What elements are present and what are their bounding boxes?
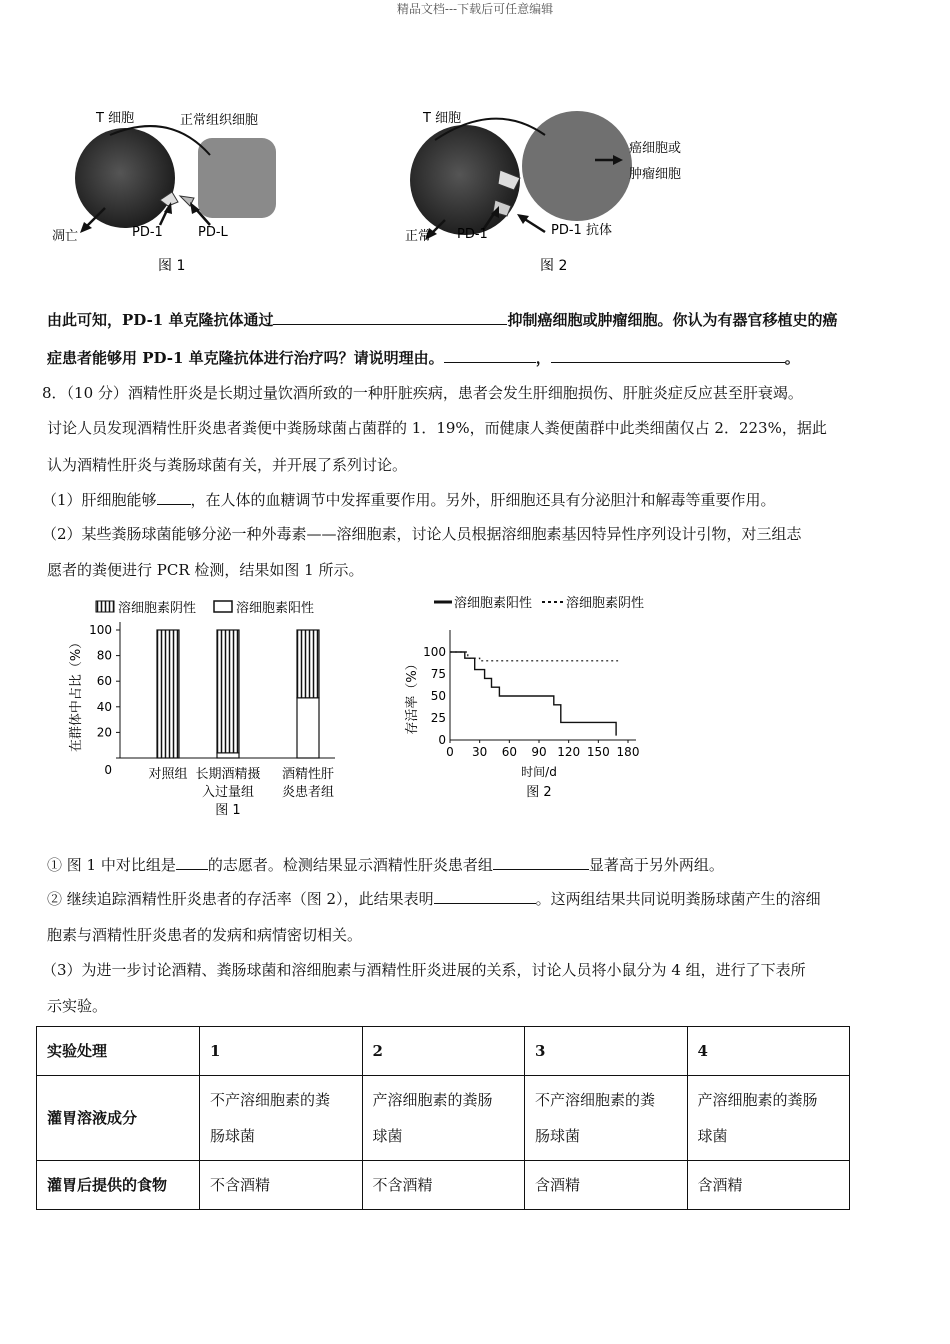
y-tick-label: 0 bbox=[104, 763, 112, 777]
survival-chart-figure-2 bbox=[400, 590, 660, 815]
table-cell-line: 球菌 bbox=[697, 1127, 728, 1145]
sub-question-3-line-1: （3）为进一步讨论酒精、粪肠球菌和溶细胞素与酒精性肝炎进展的关系，讨论人员将小鼠分为 4 组，进行了下表所 bbox=[42, 961, 806, 979]
table-cell-line: 不产溶细胞素的粪 bbox=[210, 1091, 331, 1109]
table-cell-line: 1 bbox=[210, 1042, 221, 1060]
table-cell-line: 不含酒精 bbox=[210, 1176, 271, 1194]
bar-negative bbox=[297, 630, 319, 698]
y-tick-label: 100 bbox=[423, 645, 446, 659]
x-tick-label: 60 bbox=[501, 745, 517, 759]
table-cell-line: 肠球菌 bbox=[535, 1127, 581, 1145]
pd1-figure-2 bbox=[395, 100, 715, 280]
x-category-label: 长期酒精摄 bbox=[195, 767, 261, 782]
table-cell-line: 球菌 bbox=[372, 1127, 403, 1145]
legend-label-positive: 溶细胞素阳性 bbox=[236, 601, 315, 616]
x-tick-label: 30 bbox=[472, 745, 488, 759]
table-cell bbox=[525, 1027, 688, 1076]
y-tick-label: 50 bbox=[430, 689, 446, 703]
question-8-line-2: 讨论人员发现酒精性肝炎患者粪便中粪肠球菌占菌群的 1．19%，而健康人粪便菌群中此类细菌仅占 2．223%，据此 bbox=[47, 419, 827, 437]
fig2-caption: 图 2 bbox=[540, 258, 568, 274]
x-tick-label: 120 bbox=[557, 745, 581, 759]
table-cell-line: 3 bbox=[535, 1042, 546, 1060]
table-cell bbox=[200, 1161, 363, 1210]
legend-swatch-negative bbox=[96, 601, 114, 612]
fig1-normal-cell-label: 正常组织细胞 bbox=[180, 113, 259, 128]
answer-blank[interactable] bbox=[157, 490, 191, 505]
legend-label-positive: 溶细胞素阳性 bbox=[454, 596, 533, 611]
bar-negative bbox=[157, 630, 179, 758]
y-axis-label: 在群体中占比（%） bbox=[69, 635, 84, 753]
answer-blank[interactable] bbox=[176, 855, 208, 870]
fig1-caption: 图 1 bbox=[158, 258, 186, 274]
table-cell bbox=[687, 1027, 850, 1076]
fig2-t-cell-label: T 细胞 bbox=[423, 111, 462, 126]
x-category-label: 对照组 bbox=[148, 767, 188, 782]
sub-question-2-line-1: （2）某些粪肠球菌能够分泌一种外毒素——溶细胞素，讨论人员根据溶细胞素基因特异性序列设计引物，对三组志 bbox=[42, 525, 802, 543]
comment-2-line-2: 胞素与酒精性肝炎患者的发病和病情密切相关。 bbox=[47, 926, 363, 944]
table-cell-line: 肠球菌 bbox=[210, 1127, 256, 1145]
t-cell-shape bbox=[75, 128, 175, 228]
table-row bbox=[37, 1161, 850, 1210]
x-category-label: 酒精性肝 bbox=[281, 767, 335, 782]
comment-1: ① 图 1 中对比组是 的志愿者。检测结果显示酒精性肝炎患者组 显著高于另外两组。 bbox=[47, 856, 724, 874]
sub-question-2-line-2: 愿者的粪便进行 PCR 检测，结果如图 1 所示。 bbox=[47, 561, 364, 579]
table-cell-line: 4 bbox=[697, 1042, 708, 1060]
table-cell bbox=[525, 1076, 688, 1161]
table-cell-line: 产溶细胞素的粪肠 bbox=[372, 1091, 493, 1109]
y-tick-label: 0 bbox=[438, 733, 446, 747]
y-tick-label: 100 bbox=[89, 623, 112, 637]
pd1-figure-1 bbox=[40, 100, 310, 280]
table-row-header: 灌胃后提供的食物 bbox=[37, 1161, 200, 1210]
fig1-pdl-label: PD-L bbox=[198, 225, 228, 240]
fig2-tumor-label: 癌细胞或 bbox=[629, 141, 682, 156]
table-row-header: 实验处理 bbox=[37, 1027, 200, 1076]
table-cell-line: 含酒精 bbox=[535, 1176, 581, 1194]
table-cell bbox=[525, 1161, 688, 1210]
sub-question-3-line-2: 示实验。 bbox=[47, 997, 108, 1015]
x-tick-label: 0 bbox=[446, 745, 454, 759]
tumor-cell-shape bbox=[522, 111, 632, 221]
bar-positive bbox=[297, 698, 319, 758]
y-tick-label: 20 bbox=[96, 725, 112, 740]
table-cell-line: 含酒精 bbox=[697, 1176, 743, 1194]
fig1-death-label: 凋亡 bbox=[52, 229, 79, 244]
x-category-label: 炎患者组 bbox=[281, 785, 335, 800]
bar-positive bbox=[217, 753, 239, 758]
fig2-tumor-label-2: 肿瘤细胞 bbox=[629, 167, 682, 182]
x-axis-label: 时间/d bbox=[521, 765, 557, 779]
table-cell-line: 不产溶细胞素的粪 bbox=[535, 1091, 656, 1109]
table-cell bbox=[687, 1161, 850, 1210]
y-tick-label: 60 bbox=[96, 674, 112, 689]
paragraph-line: 由此可知，PD-1 单克隆抗体通过 抑制癌细胞或肿瘤细胞。你认为有器官移植史的癌 bbox=[47, 311, 838, 329]
paragraph-line: 症患者能够用 PD-1 单克隆抗体进行治疗吗？请说明理由。 ， 。 bbox=[47, 349, 800, 367]
table-cell-line: 不含酒精 bbox=[372, 1176, 433, 1194]
series-line-positive bbox=[450, 652, 616, 736]
table-cell bbox=[362, 1027, 525, 1076]
experiment-table bbox=[36, 1026, 850, 1210]
answer-blank[interactable] bbox=[434, 889, 536, 904]
y-tick-label: 80 bbox=[96, 648, 112, 663]
x-category-label: 入过量组 bbox=[201, 785, 255, 800]
fig1-t-cell-label: T 细胞 bbox=[96, 111, 135, 126]
legend-label-negative: 溶细胞素阴性 bbox=[566, 596, 645, 611]
chart-caption: 图 2 bbox=[526, 785, 552, 800]
fig2-antibody-label: PD-1 抗体 bbox=[551, 223, 612, 238]
table-cell bbox=[362, 1076, 525, 1161]
x-tick-label: 90 bbox=[531, 745, 547, 759]
table-cell bbox=[687, 1076, 850, 1161]
table-cell bbox=[200, 1027, 363, 1076]
x-tick-label: 180 bbox=[616, 745, 640, 759]
bar-chart-figure-1 bbox=[60, 590, 360, 825]
table-cell-line: 2 bbox=[372, 1042, 383, 1060]
answer-blank[interactable] bbox=[273, 310, 507, 325]
chart-caption: 图 1 bbox=[215, 803, 241, 818]
table-row bbox=[37, 1027, 850, 1076]
table-row-header: 灌胃溶液成分 bbox=[37, 1076, 200, 1161]
table-cell bbox=[200, 1076, 363, 1161]
question-8-line-3: 认为酒精性肝炎与粪肠球菌有关，并开展了系列讨论。 bbox=[47, 456, 408, 474]
y-tick-label: 40 bbox=[96, 699, 112, 714]
page-header: 精品文档---下载后可任意编辑 bbox=[396, 2, 554, 16]
y-tick-label: 25 bbox=[430, 711, 446, 725]
y-axis-label: 存活率（%） bbox=[405, 657, 420, 735]
fig2-normal-label: 正常 bbox=[405, 229, 432, 244]
answer-blank[interactable] bbox=[493, 855, 589, 870]
table-cell bbox=[362, 1161, 525, 1210]
y-tick-label: 75 bbox=[430, 667, 446, 681]
table-row bbox=[37, 1076, 850, 1161]
comment-2: ② 继续追踪酒精性肝炎患者的存活率（图 2），此结果表明 。这两组结果共同说明粪肠球菌产生的溶细 bbox=[47, 890, 821, 908]
table-cell-line: 产溶细胞素的粪肠 bbox=[697, 1091, 818, 1109]
fig2-pd1-label: PD-1 bbox=[457, 227, 488, 242]
question-8-line-1: 8．（10 分）酒精性肝炎是长期过量饮酒所致的一种肝脏疾病，患者会发生肝细胞损伤、肝脏炎症反应甚至肝衰竭。 bbox=[42, 384, 803, 402]
legend-swatch-positive bbox=[214, 601, 232, 612]
fig1-pd1-label: PD-1 bbox=[132, 225, 163, 240]
sub-question-1: （1）肝细胞能够 ，在人体的血糖调节中发挥重要作用。另外，肝细胞还具有分泌胆汁和解毒等重要作用。 bbox=[42, 491, 776, 509]
legend-label-negative: 溶细胞素阴性 bbox=[118, 601, 197, 616]
bar-negative bbox=[217, 630, 239, 753]
x-tick-label: 150 bbox=[586, 745, 610, 759]
answer-blank[interactable] bbox=[551, 348, 785, 363]
answer-blank[interactable] bbox=[444, 348, 536, 363]
normal-cell-shape bbox=[198, 138, 276, 218]
